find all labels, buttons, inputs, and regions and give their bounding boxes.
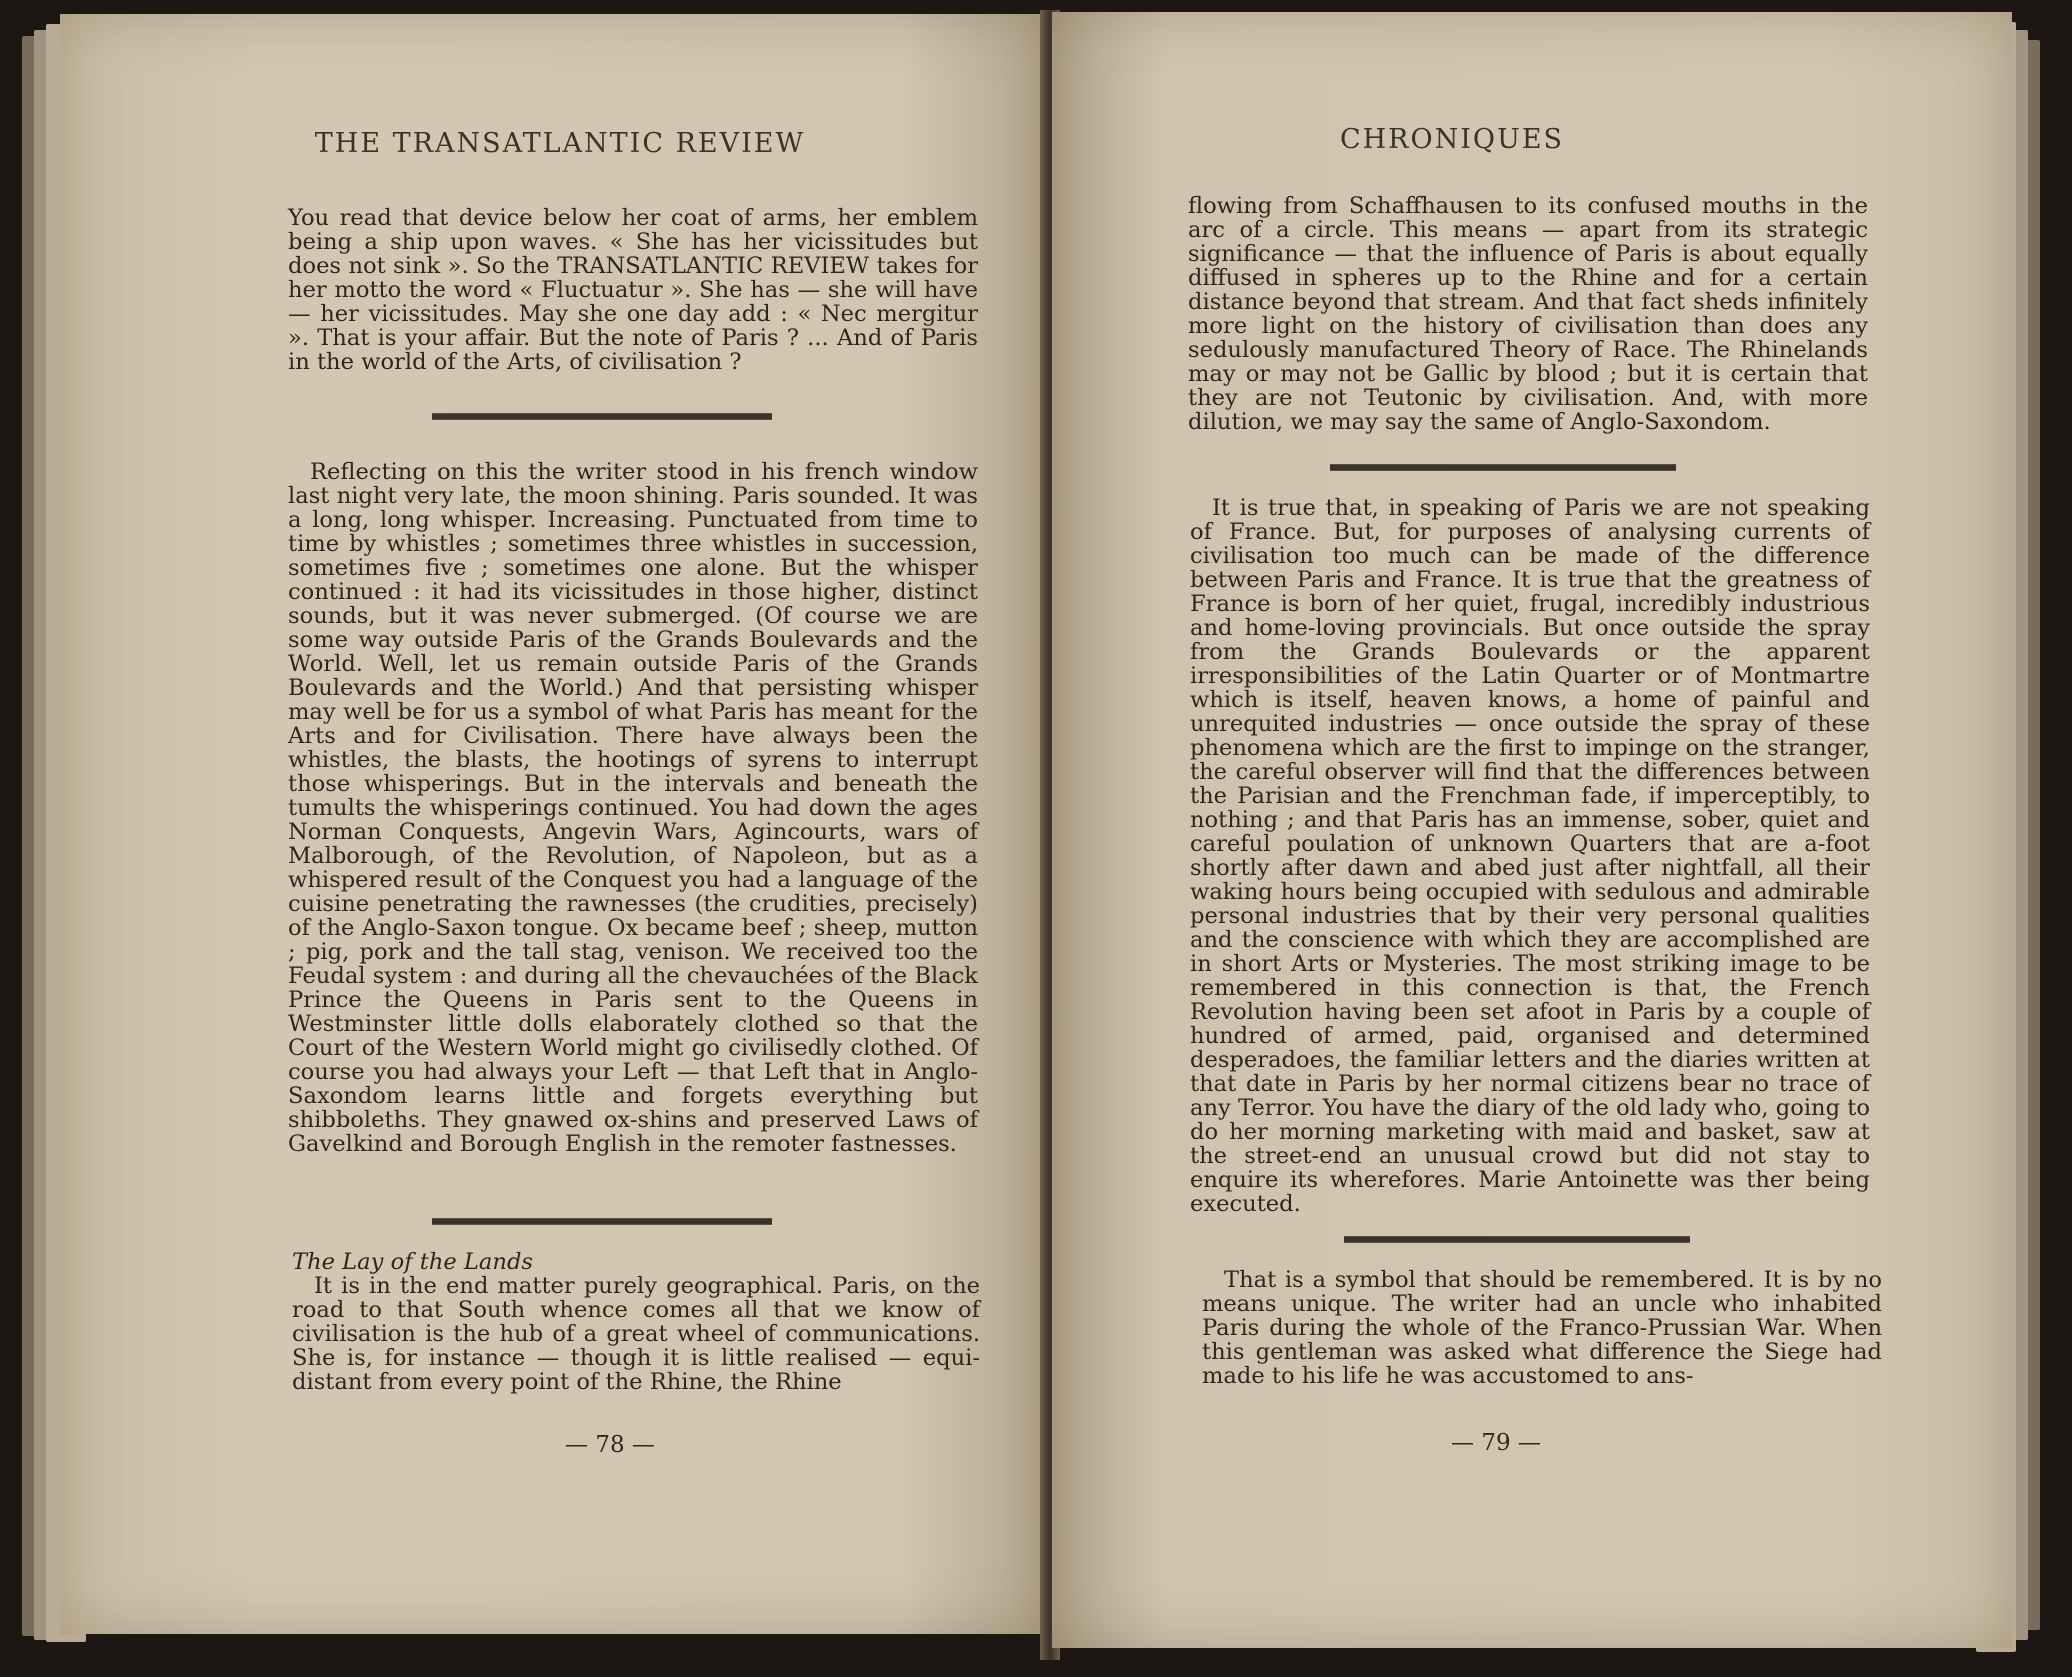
section-rule [432,1218,772,1225]
paragraph-text: It is in the end matter purely geographical. Paris, on the road to that South whence comes all that we know of civilisation is the hub of a great wheel of communications. She is, for instance — though it is little realised — equi-distant from every point of the Rhine, the Rhine [292,1273,980,1395]
section-title: The Lay of the Lands [292,1249,534,1275]
paragraph [292,1250,980,1394]
paragraph [288,206,978,374]
paragraph-text: It is true that, in speaking of Paris we are not speaking of France. But, for purposes of analysing currents of civilisation too much can be made of the difference between Paris and France. It is true that the greatness of France is born of her quiet, frugal, incredibly industrious and home-loving provincials. But once outside the spray from the Grands Boulevards or the apparent irresponsibilities of the Latin Quarter or of Montmartre which is itself, heaven knows, a home of painful and unrequited industries — once outside the spray of these phenomena which are the first to impinge on the stranger, the careful observer will find that the differences between the Parisian and the Frenchman fade, if imperceptibly, to nothing ; and that Paris has an immense, sober, quiet and careful poulation of unknown Quarters that are a-foot shortly after dawn and abed just after nightfall, all their waking hours being occupied with sedulous and admirable personal industries that by their very personal qualities and the conscience with which they are accomplished are in short Arts or Mysteries. The most striking image to be remembered in this connection is that, the French Revolution having been set afoot in Paris by a couple of hundred of armed, paid, organised and determined desperadoes, the familiar letters and the diaries written at that date in Paris by her normal citizens bear no trace of any Terror. You have the diary of the old lady who, going to do her morning marketing with maid and basket, saw at the street-end an unusual crowd but did not stay to enquire its wherefores. Marie Antoinette was ther being executed. [1190,495,1870,1217]
paragraph [1190,496,1870,1216]
paragraph-text: Reflecting on this the writer stood in his french window last night very late, the moon shining. Paris sounded. It was a long, long whisper. Increasing. Punctuated from time to time by whistles ; sometimes three whistles in succession, sometimes five ; sometimes one alone. But the whisper continued : it had its vicissitudes in those higher, distinct sounds, but it was never submerged. (Of course we are some way outside Paris of the Grands Boulevards and the World. Well, let us remain outside Paris of the Grands Boulevards and the World.) And that persisting whisper may well be for us a symbol of what Paris has meant for the Arts and for Civilisation. There have always been the whistles, the blasts, the hootings of syrens to interrupt those whisperings. But in the intervals and beneath the tumults the whisperings continued. You had down the ages Norman Conquests, Angevin Wars, Agincourts, wars of Malborough, of the Revolution, of Napoleon, but as a whispered result of the Conquest you had a language of the cuisine penetrating the rawnesses (the crudities, precisely) of the Anglo-Saxon tongue. Ox became beef ; sheep, mutton ; pig, pork and the tall stag, venison. We received too the Feudal system : and during all the chevauchées of the Black Prince the Queens in Paris sent to the Queens in Westminster little dolls elaborately clothed so that the Court of the Western World might go civilisedly clothed. Of course you had always your Left — that Left that in Anglo-Saxondom learns little and forgets everything but shibboleths. They gnawed ox-shins and preserved Laws of Gavelkind and Borough English in the remoter fastnesses. [288,459,978,1157]
page-number: — 78 — [565,1432,655,1458]
paragraph-text: You read that device below her coat of arms, her emblem being a ship upon waves. « She has her vicissitudes but does not sink ». So the TRANSATLANTIC REVIEW takes for her motto the word « Fluctuatur ». She has — she will have — her vicissitudes. May she one day add : « Nec mergitur ». That is your affair. But the note of Paris ? ... And of Paris in the world of the Arts, of civilisation ? [288,205,978,375]
section-rule [432,413,772,420]
paragraph [288,460,978,1156]
right-page [1052,12,2012,1648]
paragraph [1202,1268,1882,1388]
page-number: — 79 — [1451,1430,1541,1456]
running-head: THE TRANSATLANTIC REVIEW [314,128,806,159]
section-rule [1344,1236,1690,1243]
paragraph-text: flowing from Schaffhausen to its confused mouths in the arc of a circle. This means — apart from its strategic significance — that the influence of Paris is about equally diffused in spheres up to the Rhine and for a certain distance beyond that stream. And that fact sheds infinitely more light on the history of civilisation than does any sedulously manufactured Theory of Race. The Rhinelands may or may not be Gallic by blood ; but it is certain that they are not Teutonic by civilisation. And, with more dilution, we may say the same of Anglo-Saxondom. [1188,193,1868,435]
paragraph [1188,194,1868,434]
running-head: CHRONIQUES [1339,124,1565,155]
section-rule [1330,464,1676,471]
paragraph-text: That is a symbol that should be remembered. It is by no means unique. The writer had an uncle who inhabited Paris during the whole of the Franco-Prussian War. When this gentleman was asked what difference the Siege had made to his life he was accustomed to ans- [1202,1267,1882,1389]
left-page [60,14,1048,1634]
